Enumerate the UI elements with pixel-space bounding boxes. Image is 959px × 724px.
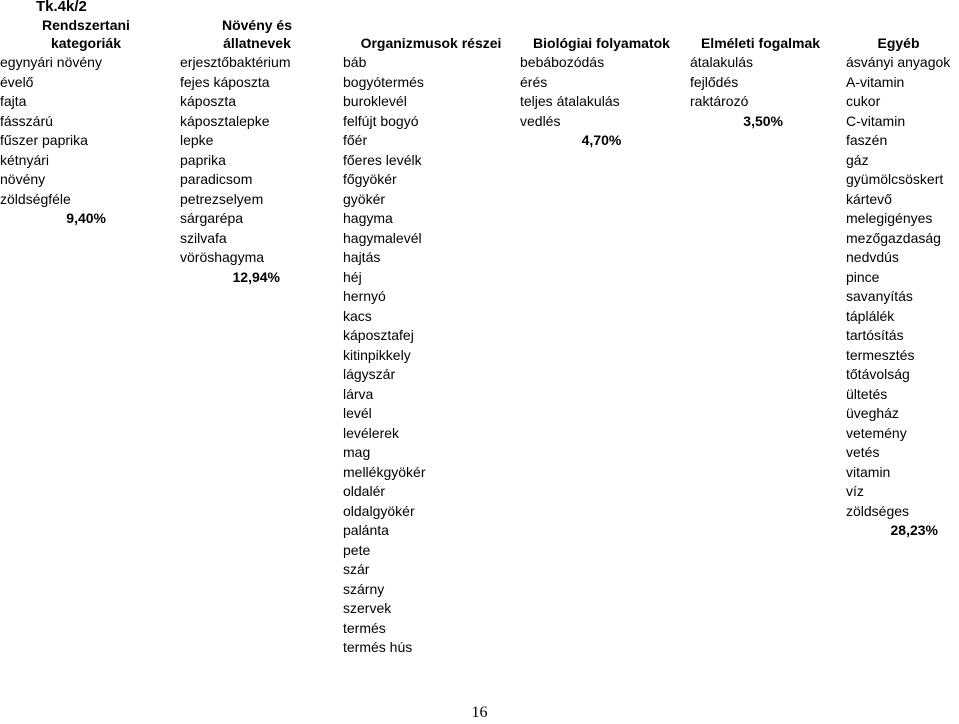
header-col2-line1: Növény és <box>221 17 293 33</box>
col3-item: buroklevél <box>343 93 407 109</box>
col6-item: cukor <box>846 93 881 109</box>
col3-item: bogyótermés <box>343 73 424 90</box>
col1-item: egynyári növény <box>0 54 102 70</box>
col3-item: termés hús <box>343 639 413 655</box>
header-col3: Organizmusok részei <box>360 35 502 51</box>
col3-item: hernyó <box>343 288 386 304</box>
col3-item: mellékgyökér <box>343 463 426 480</box>
col3-item: héj <box>343 268 362 285</box>
col1-item: fásszárú <box>0 112 53 129</box>
header-col1-line2: kategoriák <box>50 35 122 51</box>
col3-item: kitinpikkely <box>343 346 411 363</box>
col6-item: gyümölcsöskert <box>846 171 944 187</box>
col4-item: teljes átalakulás <box>520 93 620 109</box>
col2-item: erjesztőbaktérium <box>180 54 291 70</box>
sheet-title: Tk.4k/2 <box>36 0 87 15</box>
col3-item: hagymalevél <box>343 229 422 246</box>
header-col4: Biológiai folyamatok <box>533 35 670 51</box>
col6-item: tőtávolság <box>846 366 910 382</box>
col3-item: főgyökér <box>343 171 397 187</box>
col6-item: vitamin <box>846 463 891 480</box>
col3-item: hajtás <box>343 249 381 265</box>
col6-item: gáz <box>846 151 869 168</box>
col6-item: savanyítás <box>846 288 913 304</box>
col3-item: hagyma <box>343 210 393 226</box>
col1-item: évelő <box>0 73 34 90</box>
col6-percentage: 28,23% <box>890 522 938 538</box>
col2-item: lepke <box>180 132 214 148</box>
col6-item: A-vitamin <box>846 73 905 90</box>
col3-item: oldalér <box>343 483 386 499</box>
col2-item: káposzta <box>180 93 237 109</box>
col3-item: palánta <box>343 522 389 538</box>
col6-item: termesztés <box>846 346 915 363</box>
col3-item: termés <box>343 619 386 636</box>
col6-item: víz <box>846 483 864 499</box>
col3-item: lárva <box>343 385 374 402</box>
col4-item: érés <box>520 73 548 90</box>
col3-item: oldalgyökér <box>343 502 415 519</box>
col1-item: kétnyári <box>0 151 50 168</box>
col2-percentage: 12,94% <box>232 268 280 285</box>
col2-item: sárgarépa <box>180 210 244 226</box>
col6-item: ásványi anyagok <box>846 54 951 70</box>
col2-item: fejes káposzta <box>180 73 270 90</box>
col3-item: báb <box>343 54 367 70</box>
col6-item: tartósítás <box>846 327 904 343</box>
col6-item: C-vitamin <box>846 112 906 129</box>
col3-item: szervek <box>343 600 392 616</box>
header-col5: Elméleti fogalmak <box>700 35 821 51</box>
col1-item: fajta <box>0 93 27 109</box>
col5-item: fejlődés <box>690 73 739 90</box>
col5-item: átalakulás <box>690 54 754 70</box>
col6-item: nedvdús <box>846 249 899 265</box>
col2-item: paprika <box>180 151 226 168</box>
page-number: 16 <box>471 704 488 721</box>
col4-item: vedlés <box>520 112 561 129</box>
header-col1-line1: Rendszertani <box>42 17 130 33</box>
col6-item: kártevő <box>846 190 892 207</box>
col2-item: vöröshagyma <box>180 249 265 265</box>
col3-item: főeres levélk <box>343 151 422 168</box>
col2-item: káposztalepke <box>180 112 270 129</box>
col5-percentage: 3,50% <box>743 112 783 129</box>
col1-item: növény <box>0 171 46 187</box>
col2-item: petrezselyem <box>180 190 264 207</box>
col6-item: üvegház <box>846 405 899 421</box>
col2-item: szilvafa <box>180 229 227 246</box>
col4-percentage: 4,70% <box>581 132 622 148</box>
header-col2-line2: állatnevek <box>223 35 291 51</box>
col3-item: levél <box>343 405 372 421</box>
col6-item: melegigényes <box>846 210 933 226</box>
col3-item: káposztafej <box>343 327 414 343</box>
col6-item: zöldséges <box>846 502 910 519</box>
col6-item: mezőgazdaság <box>846 229 941 246</box>
col5-item: raktározó <box>690 93 749 109</box>
col1-item: zöldségféle <box>0 190 71 207</box>
col1-item: fűszer paprika <box>0 132 88 148</box>
col3-item: kacs <box>343 307 372 324</box>
col3-item: felfújt bogyó <box>343 112 419 129</box>
col3-item: pete <box>343 541 371 558</box>
col2-item: paradicsom <box>180 171 253 187</box>
col3-item: gyökér <box>343 190 386 207</box>
col6-item: ültetés <box>846 385 888 402</box>
col3-item: mag <box>343 444 371 460</box>
col1-percentage: 9,40% <box>66 210 106 226</box>
col3-item: főér <box>343 132 368 148</box>
col6-item: vetés <box>846 444 880 460</box>
col3-item: szárny <box>343 580 385 597</box>
col3-item: szár <box>343 561 370 577</box>
header-col6: Egyéb <box>877 35 920 51</box>
col6-item: táplálék <box>846 307 895 324</box>
col6-item: pince <box>846 268 880 285</box>
col4-item: bebábozódás <box>520 54 605 70</box>
col6-item: vetemény <box>846 424 907 441</box>
col3-item: lágyszár <box>343 366 396 382</box>
col6-item: faszén <box>846 132 888 148</box>
col3-item: levélerek <box>343 424 400 441</box>
